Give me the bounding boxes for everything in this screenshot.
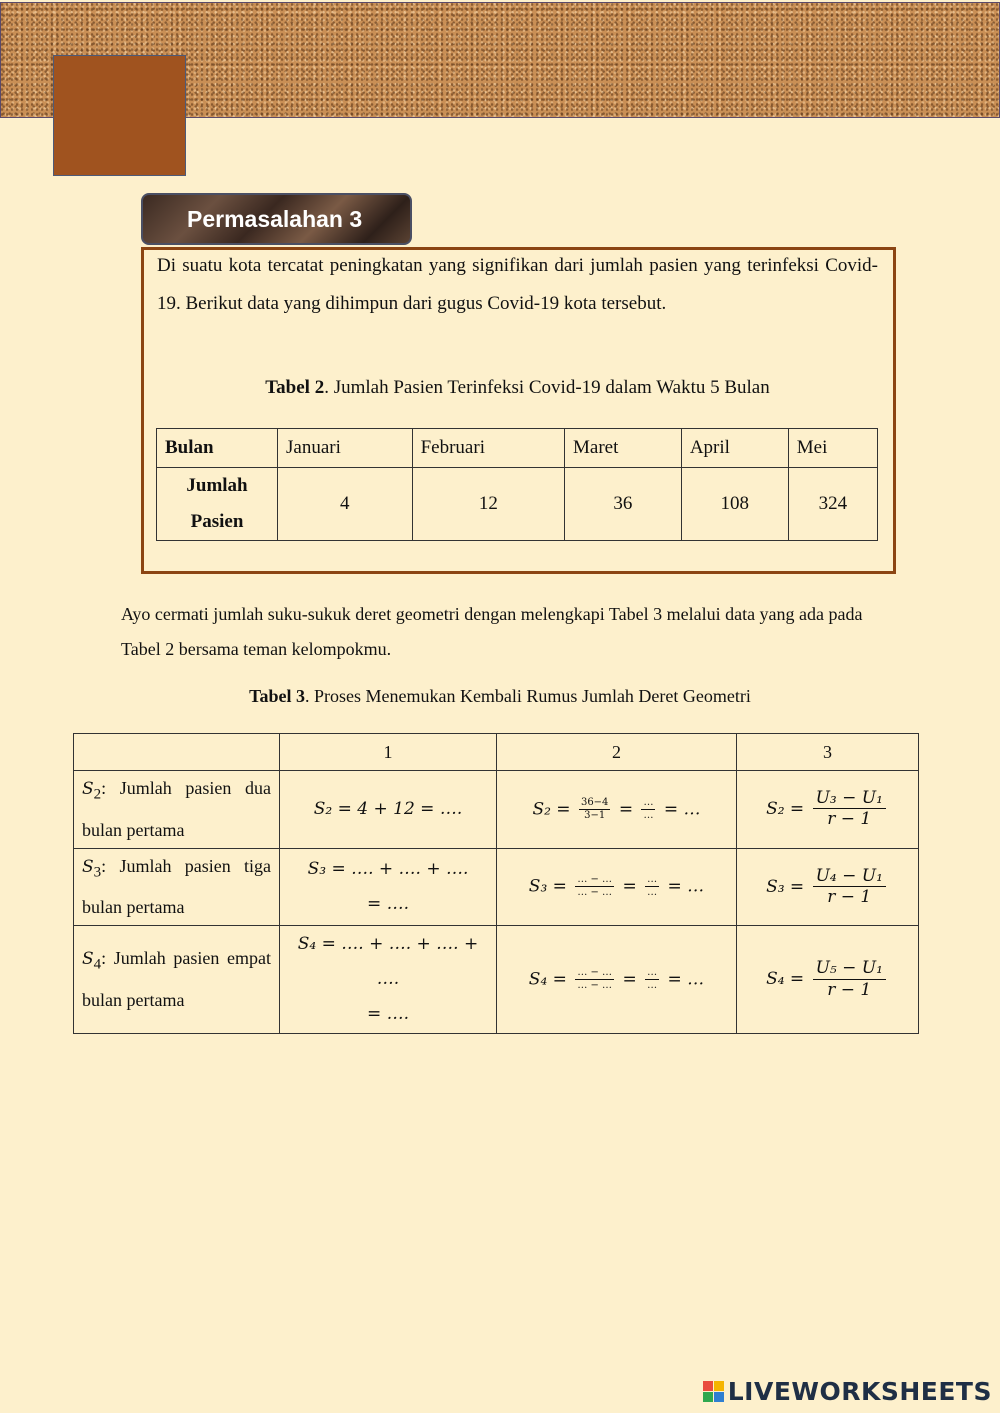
numerator: 36−4 [580,796,609,808]
patient-count-cell: 4 [278,468,413,541]
c1-line: S₄ = …. + …. + …. + [297,934,479,955]
sum-subscript: 2 [93,786,102,803]
fraction [579,797,610,823]
row-label [74,771,280,849]
patients-table [156,428,878,541]
table3-caption [0,686,1000,707]
denominator: … [647,887,658,899]
formula-cell-c3 [737,848,919,926]
denominator: r − 1 [827,809,872,830]
row-label [74,848,280,926]
answer-cell-c2[interactable] [497,848,737,926]
formula-prefix: S₄ = [528,969,567,990]
denominator: … [643,809,654,821]
instruction-text: Ayo cermati jumlah suku-sukuk deret geometri dengan melengkapi Tabel 3 melalui data yang ada pada Tabel 2 bersama teman kelompokmu. [121,604,863,659]
column-header: 2 [497,734,737,771]
month-cell: April [681,429,788,468]
section-title: Permasalahan 3 [141,193,412,245]
formula-tail: = … [663,798,701,819]
fraction [813,866,886,909]
denominator: 3−1 [584,809,606,821]
logo-text: LIVEWORKSHEETS [727,1377,992,1406]
numerator: … − … [577,874,613,886]
month-cell: Maret [565,429,682,468]
answer-cell-c1[interactable] [280,848,497,926]
fraction [813,958,886,1001]
equals-sign: = [622,876,637,897]
formula-prefix: S₂ = [766,798,805,819]
row-label-text: : Jumlah pasien tiga bulan pertama [82,855,271,918]
fraction [575,967,614,993]
numerator: … − … [577,966,613,978]
table2-caption-text: . Jumlah Pasien Terinfeksi Covid-19 dalam Waktu 5 Bulan [324,377,770,398]
row-label-text: : Jumlah pasien dua bulan pertama [82,778,271,840]
answer-cell-c1[interactable]: S₂ = 4 + 12 = …. [280,771,497,849]
answer-cell-c2[interactable] [497,771,737,849]
fraction [641,797,655,823]
c1-line: = …. [366,893,410,914]
formula-prefix: S₃ = [528,876,567,897]
numerator: U₃ − U₁ [813,788,886,809]
liveworksheets-logo[interactable] [703,1377,992,1406]
sum-symbol: S [82,779,94,799]
patient-count-cell: 12 [412,468,564,541]
problem-text: Di suatu kota tercatat peningkatan yang signifikan dari jumlah pasien yang terinfeksi Covid-19. Berikut data yang dihimpun dari gugus Covid-19 kota tersebut. [157,255,878,314]
table3-corner-cell [74,734,280,771]
column-header: 1 [280,734,497,771]
patient-count-cell: 324 [788,468,877,541]
numerator: … [647,874,658,886]
sum-symbol: S [82,949,94,970]
numerator: U₅ − U₁ [813,958,886,979]
numerator: … [647,966,658,978]
row-label-text: : Jumlah pasien empat bulan pertama [82,948,271,1010]
patient-count-cell: 36 [565,468,682,541]
formula-cell-c3 [737,926,919,1034]
answer-cell-c1[interactable] [280,926,497,1034]
sum-subscript: 4 [93,956,102,973]
c1-line: = …. [366,1004,410,1025]
fraction [645,874,659,900]
month-cell: Januari [278,429,413,468]
denominator: … − … [577,887,613,899]
numerator: U₄ − U₁ [813,866,886,887]
denominator: … [647,979,658,991]
table3-caption-label: Tabel 3 [249,686,305,706]
formula-prefix: S₂ = [532,798,571,819]
month-cell: Mei [788,429,877,468]
table2-caption-label: Tabel 2 [265,377,325,398]
geometric-series-table [73,733,919,1034]
column-header: 3 [737,734,919,771]
c1-line: …. [376,969,400,990]
row-label-line1: Jumlah [186,475,248,496]
table2-row-label [157,468,278,541]
answer-cell-c2[interactable] [497,926,737,1034]
denominator: r − 1 [827,979,872,1000]
c1-line: S₃ = …. + …. + …. [307,858,469,879]
denominator: … − … [577,979,613,991]
month-cell: Februari [412,429,564,468]
liveworksheets-badge-icon [703,1381,724,1402]
sum-symbol: S [82,856,94,877]
sum-subscript: 3 [93,864,102,881]
patient-count-cell: 108 [681,468,788,541]
fraction [645,967,659,993]
fraction [575,874,614,900]
row-label [74,926,280,1034]
decorative-square [53,55,186,176]
formula-tail: = … [667,876,705,897]
formula-tail: = … [667,969,705,990]
formula-prefix: S₄ = [766,969,805,990]
equals-sign: = [618,798,634,819]
formula-cell-c3 [737,771,919,849]
equals-sign: = [622,969,637,990]
row-label-line2: Pasien [190,511,244,532]
table2-header-label: Bulan [157,429,278,468]
numerator: … [643,796,654,808]
table2-caption [0,377,1000,399]
denominator: r − 1 [827,886,872,907]
table3-caption-text: . Proses Menemukan Kembali Rumus Jumlah Deret Geometri [304,686,751,706]
formula-prefix: S₃ = [766,876,805,897]
fraction [813,788,886,831]
